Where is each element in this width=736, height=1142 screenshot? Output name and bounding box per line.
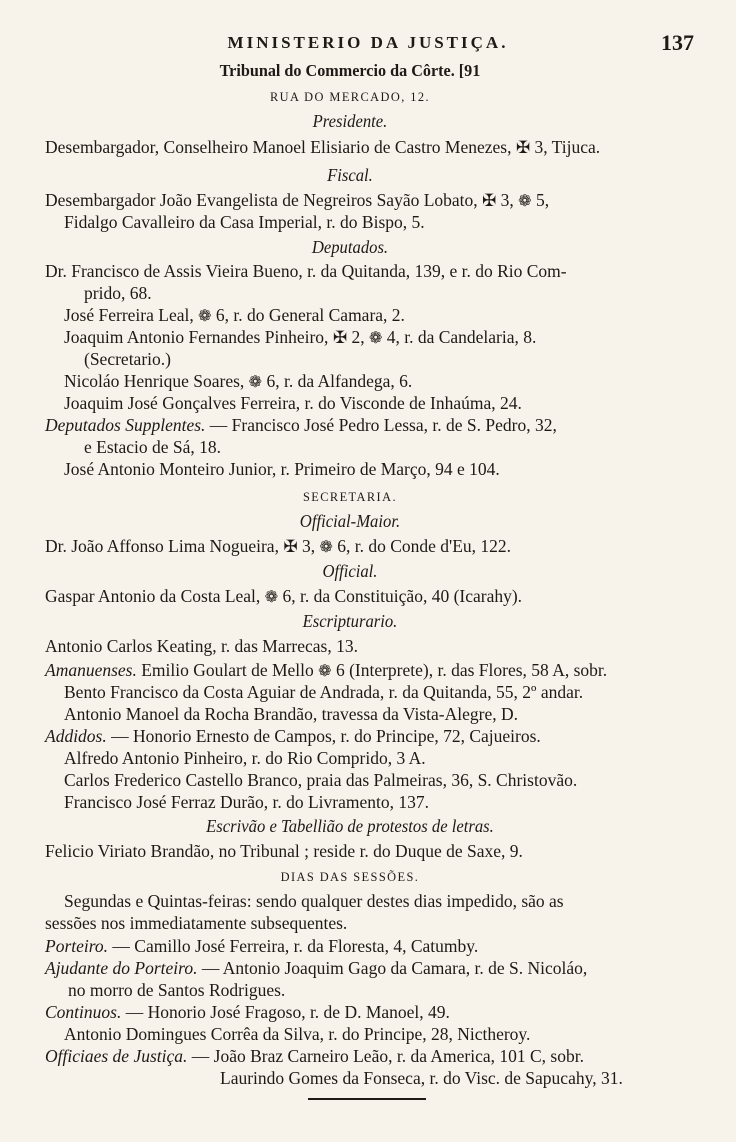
medal-icon: ❁: [518, 191, 532, 210]
section-deputados: Deputados.: [311, 237, 389, 257]
medal-icon: ❁: [248, 372, 263, 391]
entry-label: Deputados Supplentes.: [45, 415, 206, 435]
entry-text: Gaspar Antonio da Costa Leal,: [45, 586, 261, 606]
cross-icon: ✠: [482, 191, 497, 211]
entry-addidos: [45, 725, 541, 747]
section-presidente: Presidente.: [312, 111, 388, 131]
entry-porteiro: [45, 935, 478, 957]
entry-fiscal-cont: Fidalgo Cavalleiro da Casa Imperial, r. do Bispo, 5.: [64, 212, 425, 232]
entry-text: 6, r. do Conde d'Eu, 122.: [337, 536, 512, 556]
entry-continuos: [45, 1001, 450, 1023]
tribunal-heading: Tribunal do Commercio da Côrte. [91: [219, 61, 481, 80]
section-official: Official.: [322, 561, 378, 581]
section-secretaria: SECRETARIA.: [302, 489, 397, 504]
cross-icon: ✠: [332, 328, 348, 348]
medal-icon: ❁: [198, 306, 212, 325]
medal-icon: ❁: [319, 537, 333, 556]
entry-text: — Honorio Ernesto de Campos, r. do Principe, 72, Cajueiros.: [111, 726, 541, 746]
sessions-text-cont: sessões nos immediatamente subsequentes.: [45, 913, 348, 933]
section-escripturario: Escripturario.: [302, 611, 398, 631]
entry-amanuenses: [45, 659, 607, 682]
entry-text: 2,: [351, 327, 365, 347]
entry-label: Continuos.: [45, 1002, 122, 1022]
entry-label: Porteiro.: [45, 936, 109, 956]
section-official-maior: Official-Maior.: [299, 511, 401, 531]
entry-deputado: Joaquim José Gonçalves Ferreira, r. do Visconde de Inhaúma, 24.: [64, 393, 522, 413]
entry-ajudante-porteiro: [45, 957, 587, 979]
medal-icon: ❁: [264, 587, 279, 606]
medal-icon: ❁: [368, 328, 383, 347]
entry-deputado: [64, 304, 405, 327]
entry-text: — João Braz Carneiro Leão, r. da America, 101 C, sobr.: [191, 1046, 584, 1066]
section-escrivao: Escrivão e Tabellião de protestos de letras.: [206, 816, 494, 836]
entry-ajudante-cont: no morro de Santos Rodrigues.: [68, 980, 286, 1000]
entry-text: Joaquim Antonio Fernandes Pinheiro,: [64, 327, 329, 347]
entry-text: 3,: [500, 190, 514, 210]
entry-text: 6, r. da Constituição, 40 (Icarahy).: [282, 586, 523, 606]
entry-deputado: [64, 370, 412, 393]
entry-text: 4, r. da Candelaria, 8.: [386, 327, 537, 347]
entry-text: José Ferreira Leal,: [64, 305, 194, 325]
entry-amanuense: Bento Francisco da Costa Aguiar de Andrada, r. da Quitanda, 55, 2º andar.: [64, 682, 584, 702]
entry-text: — Francisco José Pedro Lessa, r. de S. Pedro, 32,: [209, 415, 557, 435]
sessions-text: Segundas e Quintas-feiras: sendo qualquer destes dias impedido, são as: [64, 891, 564, 911]
entry-deputado-cont: (Secretario.): [84, 349, 171, 369]
entry-official-justica: Laurindo Gomes da Fonseca, r. do Visc. de Sapucahy, 31.: [220, 1068, 623, 1088]
entry-deputado: Dr. Francisco de Assis Vieira Bueno, r. da Quitanda, 139, e r. do Rio Com-: [45, 261, 567, 281]
entry-text: 6, r. da Alfandega, 6.: [266, 371, 413, 391]
page-number: 137: [661, 30, 694, 55]
entry-text: 5,: [535, 190, 550, 210]
entry-deputado-cont: prido, 68.: [84, 283, 152, 303]
entry-text: 6 (Interprete), r. das Flores, 58 A, sobr.: [335, 660, 608, 680]
section-fiscal: Fiscal.: [327, 165, 373, 185]
section-dias-sessoes: DIAS DAS SESSÕES.: [280, 869, 420, 884]
entry-officiaes-justica: [45, 1045, 584, 1067]
entry-text: 3, Tijuca.: [534, 137, 601, 157]
entry-label: Officiaes de Justiça.: [45, 1046, 188, 1066]
entry-text: Nicoláo Henrique Soares,: [64, 371, 245, 391]
entry-presidente: [45, 136, 600, 159]
entry-official: [45, 585, 522, 608]
entry-supplentes: [45, 414, 557, 436]
entry-addido: Alfredo Antonio Pinheiro, r. do Rio Comprido, 3 A.: [64, 748, 426, 768]
ministry-title: MINISTERIO DA JUSTIÇA.: [227, 33, 509, 52]
entry-fiscal: [45, 189, 549, 212]
entry-supplentes-cont: e Estacio de Sá, 18.: [84, 437, 222, 457]
entry-continuo: Antonio Domingues Corrêa da Silva, r. do Principe, 28, Nictheroy.: [64, 1024, 531, 1044]
entry-text: Desembargador João Evangelista de Negreiros Sayão Lobato,: [45, 190, 478, 210]
entry-amanuense: Antonio Manoel da Rocha Brandão, travessa da Vista-Alegre, D.: [64, 704, 518, 724]
entry-escripturario: Antonio Carlos Keating, r. das Marrecas, 13.: [45, 636, 358, 656]
entry-label: Amanuenses.: [45, 660, 137, 680]
entry-label: Addidos.: [45, 726, 107, 746]
entry-deputado: [64, 326, 536, 349]
entry-text: Emilio Goulart de Mello: [141, 660, 314, 680]
entry-official-maior: [45, 535, 511, 558]
medal-icon: ❁: [318, 661, 332, 680]
entry-addido: Carlos Frederico Castello Branco, praia das Palmeiras, 36, S. Christovão.: [64, 770, 578, 790]
entry-escrivao: Felicio Viriato Brandão, no Tribunal ; reside r. do Duque de Saxe, 9.: [45, 841, 523, 861]
entry-addido: Francisco José Ferraz Durão, r. do Livramento, 137.: [64, 792, 429, 812]
entry-text: 3,: [301, 536, 316, 556]
entry-text: Dr. João Affonso Lima Nogueira,: [45, 536, 279, 556]
entry-text: — Antonio Joaquim Gago da Camara, r. de S. Nicoláo,: [201, 958, 588, 978]
cross-icon: ✠: [515, 138, 531, 158]
entry-text: — Camillo José Ferreira, r. da Floresta, 4, Catumby.: [112, 936, 479, 956]
entry-text: 6, r. do General Camara, 2.: [215, 305, 405, 325]
entry-supplente: José Antonio Monteiro Junior, r. Primeiro de Março, 94 e 104.: [64, 459, 500, 479]
tribunal-address: RUA DO MERCADO, 12.: [269, 89, 430, 104]
cross-icon: ✠: [283, 537, 298, 557]
entry-label: Ajudante do Porteiro.: [45, 958, 198, 978]
entry-text: Desembargador, Conselheiro Manoel Elisiario de Castro Menezes,: [45, 137, 512, 157]
entry-text: — Honorio José Fragoso, r. de D. Manoel, 49.: [125, 1002, 450, 1022]
closing-rule: [308, 1098, 426, 1100]
